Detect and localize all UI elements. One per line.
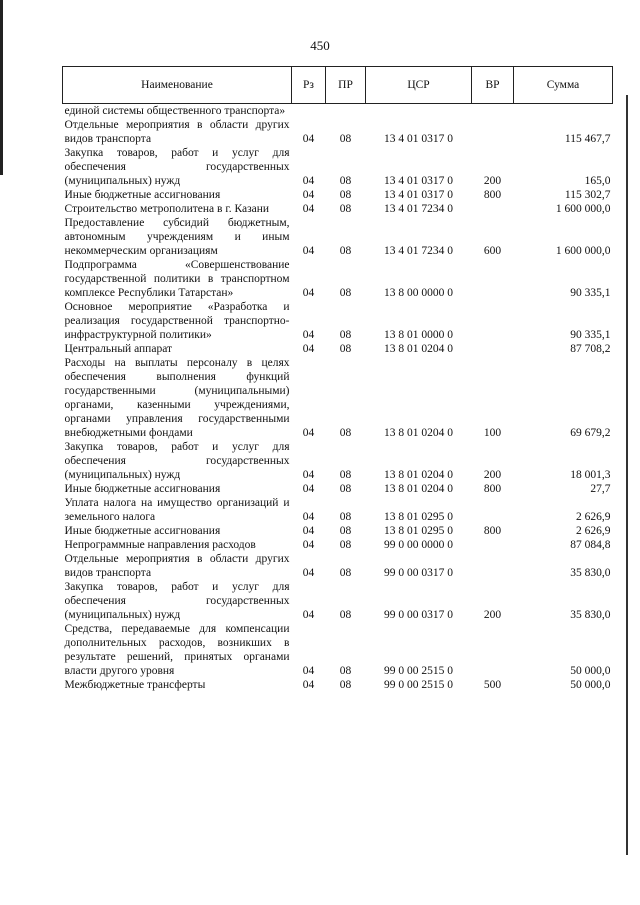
cell-csr: 13 8 01 0295 0 [384,525,453,537]
cell-sum: 50 000,0 [570,679,611,691]
cell-vr: 600 [483,245,502,257]
cell-name: Отдельные мероприятия в области других видов транспорта [64,119,290,145]
cell-sum: 35 830,0 [570,609,611,621]
cell-pr: 08 [339,609,352,621]
cell-sum: 87 084,8 [570,539,611,551]
cell-csr: 99 0 00 2515 0 [384,665,453,677]
cell-csr: 13 8 01 0204 0 [384,343,453,355]
cell-sum: 2 626,9 [576,525,611,537]
cell-name: Центральный аппарат [64,343,173,355]
table-row [63,622,613,678]
cell-vr: 200 [483,609,502,621]
cell-vr [472,552,514,580]
cell-sum [514,104,613,119]
cell-pr: 08 [339,511,352,523]
cell-rz: 04 [302,189,315,201]
cell-name: Отдельные мероприятия в области других видов транспорта [64,553,290,579]
cell-rz: 04 [302,133,315,145]
header-rz: Рз [292,67,326,104]
page-number: 450 [310,38,330,53]
cell-csr: 13 8 01 0295 0 [384,511,453,523]
cell-sum: 90 335,1 [570,287,611,299]
cell-name: Основное мероприятие «Разработка и реализация государственной транспортно-инфраструктурной политики» [64,301,290,341]
cell-sum: 18 001,3 [570,469,611,481]
cell-csr: 99 0 00 0317 0 [384,609,453,621]
cell-sum: 2 626,9 [576,511,611,523]
cell-pr: 08 [339,189,352,201]
cell-rz: 04 [302,525,315,537]
cell-pr: 08 [339,483,352,495]
table-row [63,146,613,188]
cell-pr: 08 [339,175,352,187]
budget-table [62,66,613,692]
cell-name: Иные бюджетные ассигнования [64,525,221,537]
table-header [63,67,613,104]
header-row [63,67,613,104]
table-row [63,104,613,119]
cell-vr [472,104,514,119]
table-row [63,524,613,538]
right-margin-line [626,95,628,855]
cell-rz [292,104,326,119]
cell-pr: 08 [339,329,352,341]
table-row [63,482,613,496]
cell-name: единой системы общественного транспорта» [64,105,286,117]
cell-pr: 08 [339,665,352,677]
cell-pr: 08 [339,343,352,355]
cell-vr [472,496,514,524]
cell-vr [472,202,514,216]
cell-name: Закупка товаров, работ и услуг для обеспечения государственных (муниципальных) нужд [64,147,290,187]
cell-csr: 99 0 00 0000 0 [384,539,453,551]
cell-name: Межбюджетные трансферты [64,679,206,691]
cell-sum: 165,0 [584,175,611,187]
header-pr: ПР [326,67,366,104]
table-row [63,678,613,692]
cell-name: Непрограммные направления расходов [64,539,256,551]
cell-pr: 08 [339,427,352,439]
cell-name: Предоставление субсидий бюджетным, автономным учреждениям и иным некоммерческим организациям [64,217,290,257]
cell-rz: 04 [302,483,315,495]
cell-sum: 87 708,2 [570,343,611,355]
cell-name: Закупка товаров, работ и услуг для обеспечения государственных (муниципальных) нужд [64,441,290,481]
cell-vr: 800 [483,525,502,537]
cell-csr: 13 4 01 7234 0 [384,203,453,215]
cell-sum: 90 335,1 [570,329,611,341]
cell-csr: 13 4 01 7234 0 [384,245,453,257]
cell-name: Средства, передаваемые для компенсации дополнительных расходов, возникших в результате решений, принятых органами власти другого уровня [64,623,290,677]
header-vr: ВР [472,67,514,104]
cell-rz: 04 [302,329,315,341]
cell-sum: 115 467,7 [564,133,611,145]
cell-csr: 13 8 01 0204 0 [384,483,453,495]
cell-name: Иные бюджетные ассигнования [64,189,221,201]
cell-pr: 08 [339,133,352,145]
header-sum: Сумма [514,67,613,104]
cell-csr: 13 4 01 0317 0 [384,133,453,145]
table-row [63,552,613,580]
cell-rz: 04 [302,203,315,215]
cell-vr: 200 [483,175,502,187]
cell-name: Закупка товаров, работ и услуг для обеспечения государственных (муниципальных) нужд [64,581,290,621]
cell-vr [472,538,514,552]
cell-pr: 08 [339,203,352,215]
cell-name: Строительство метрополитена в г. Казани [64,203,270,215]
header-csr: ЦСР [366,67,472,104]
cell-rz: 04 [302,427,315,439]
cell-rz: 04 [302,175,315,187]
table-body [63,104,613,693]
table-row [63,342,613,356]
cell-name: Подпрограмма «Совершенствование государственной политики в транспортном комплексе Республики Татарстан» [64,259,290,299]
table-row [63,118,613,146]
table-row [63,440,613,482]
cell-pr: 08 [339,469,352,481]
table-row [63,538,613,552]
cell-vr [472,258,514,300]
cell-pr: 08 [339,539,352,551]
cell-rz: 04 [302,287,315,299]
cell-name: Расходы на выплаты персоналу в целях обеспечения выполнения функций государственными (муниципальными) органами, казенными учреждениями, органами управления государственными внебюджетными фондами [64,357,290,439]
cell-vr [472,622,514,678]
table-row [63,300,613,342]
cell-vr [472,300,514,342]
cell-vr: 100 [483,427,502,439]
cell-vr: 500 [483,679,502,691]
cell-csr: 13 8 01 0000 0 [384,329,453,341]
cell-rz: 04 [302,245,315,257]
cell-pr: 08 [339,525,352,537]
cell-vr: 800 [483,189,502,201]
cell-sum: 1 600 000,0 [555,245,611,257]
cell-rz: 04 [302,343,315,355]
cell-csr: 13 8 00 0000 0 [384,287,453,299]
cell-sum: 69 679,2 [570,427,611,439]
cell-csr: 99 0 00 2515 0 [384,679,453,691]
cell-pr [326,104,366,119]
cell-pr: 08 [339,567,352,579]
cell-pr: 08 [339,679,352,691]
cell-vr: 800 [483,483,502,495]
cell-sum: 50 000,0 [570,665,611,677]
table-row [63,356,613,440]
cell-rz: 04 [302,567,315,579]
cell-name: Иные бюджетные ассигнования [64,483,221,495]
cell-vr [472,342,514,356]
table-row [63,496,613,524]
cell-rz: 04 [302,609,315,621]
cell-csr: 13 4 01 0317 0 [384,189,453,201]
table-row [63,188,613,202]
cell-rz: 04 [302,665,315,677]
cell-vr [472,118,514,146]
cell-rz: 04 [302,469,315,481]
left-margin-line [0,0,3,175]
cell-sum: 35 830,0 [570,567,611,579]
cell-csr: 99 0 00 0317 0 [384,567,453,579]
cell-vr: 200 [483,469,502,481]
cell-pr: 08 [339,287,352,299]
cell-rz: 04 [302,679,315,691]
cell-rz: 04 [302,511,315,523]
table-row [63,258,613,300]
cell-rz: 04 [302,539,315,551]
cell-name: Уплата налога на имущество организаций и земельного налога [64,497,290,523]
cell-pr: 08 [339,245,352,257]
header-name: Наименование [63,67,292,104]
table-row [63,580,613,622]
cell-csr: 13 8 01 0204 0 [384,469,453,481]
table-row [63,202,613,216]
cell-csr: 13 4 01 0317 0 [384,175,453,187]
cell-csr [366,104,472,119]
cell-sum: 27,7 [590,483,611,495]
cell-sum: 115 302,7 [564,189,611,201]
cell-csr: 13 8 01 0204 0 [384,427,453,439]
cell-sum: 1 600 000,0 [555,203,611,215]
table-row [63,216,613,258]
